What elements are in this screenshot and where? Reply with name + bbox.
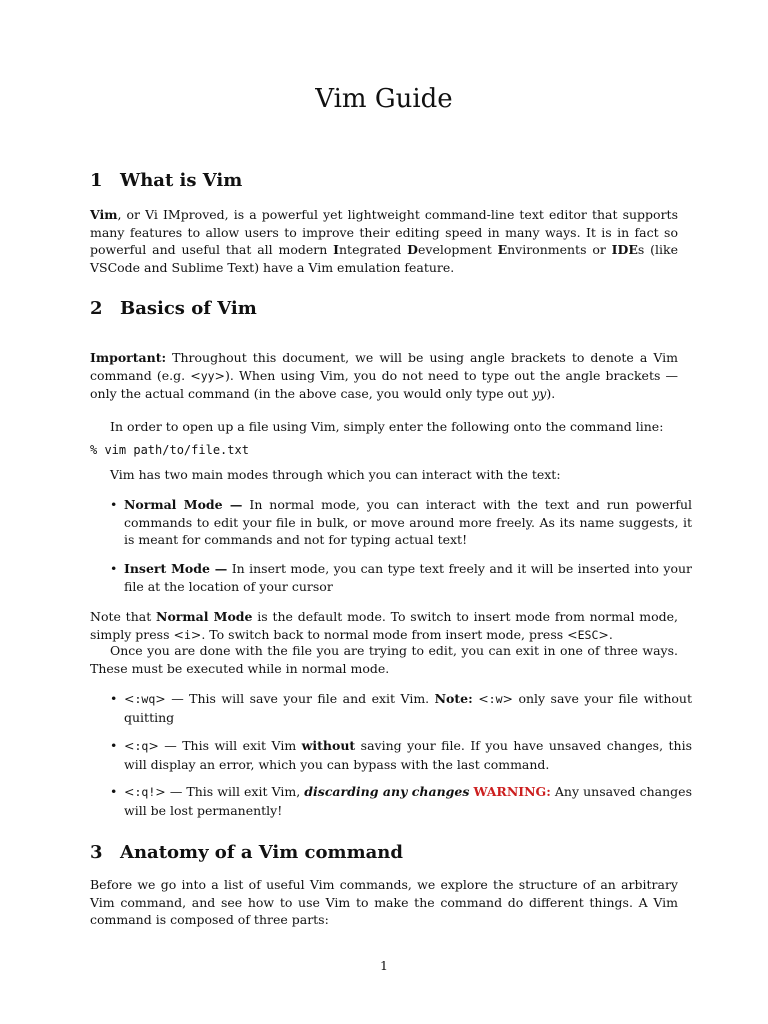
document-title: Vim Guide [315,84,453,114]
important-note: Important: Throughout this document, we will be using angle brackets to denote a Vim command (e.g. <yy>). When using Vim, you do not need to type out the angle brackets — only the actual command (in the above case, you would only type out yy). [90,350,678,401]
section-number: 3 [90,842,103,863]
list-item-quit: • <:q> — This will exit Vim without saving your file. If you have unsaved changes, this will display an error, which you can bypass with the last command. [110,738,692,772]
list-item-insert-mode: • Insert Mode — In insert mode, you can type text freely and it will be inserted into your file at the location of your cursor [110,561,692,594]
page-number: 1 [380,958,388,973]
section-3-heading [90,842,403,863]
section-3-paragraph: Before we go into a list of useful Vim commands, we explore the structure of an arbitrary Vim command, and see how to use Vim to make the command do different things. A Vim command is composed of three parts: [90,877,678,927]
section-title: Anatomy of a Vim command [120,842,403,863]
warning-label: WARNING: [473,784,551,799]
list-item-force-quit: • <:q!> — This will exit Vim, discarding any changes WARNING: Any unsaved changes will be lost permanently! [110,784,692,818]
section-number: 1 [90,170,103,191]
section-number: 2 [90,298,103,319]
section-title: What is Vim [120,170,243,191]
list-item-normal-mode: • Normal Mode — In normal mode, you can interact with the text and run powerful commands to edit your file in bulk, or move around more freely. As its name suggests, it is meant for commands and not for typing actual text! [110,497,692,547]
section-1-paragraph: Vim, or Vi IMproved, is a powerful yet lightweight command-line text editor that supports many features to allow users to improve their editing speed in many ways. It is in fact so powerful and useful that all modern Integrated Development Environments or IDEs (like VSCode and Sublime Text) have a Vim emulation feature. [90,207,678,275]
section-1-heading [90,170,242,191]
section-title: Basics of Vim [120,298,257,319]
default-mode-paragraph: Note that Normal Mode is the default mode. To switch to insert mode from normal mode, simply press <i>. To switch back to normal mode from insert mode, press <ESC>. [90,609,678,642]
open-file-paragraph: In order to open up a file using Vim, simply enter the following onto the command line: [110,419,664,434]
modes-intro: Vim has two main modes through which you can interact with the text: [110,467,561,482]
open-file-command: % vim path/to/file.txt [90,443,249,457]
exit-paragraph: Once you are done with the file you are trying to edit, you can exit in one of three ways. These must be executed while in normal mode. [90,643,678,676]
section-2-heading [90,298,257,319]
list-item-save-quit: • <:wq> — This will save your file and exit Vim. Note: <:w> only save your file without quitting [110,691,692,725]
